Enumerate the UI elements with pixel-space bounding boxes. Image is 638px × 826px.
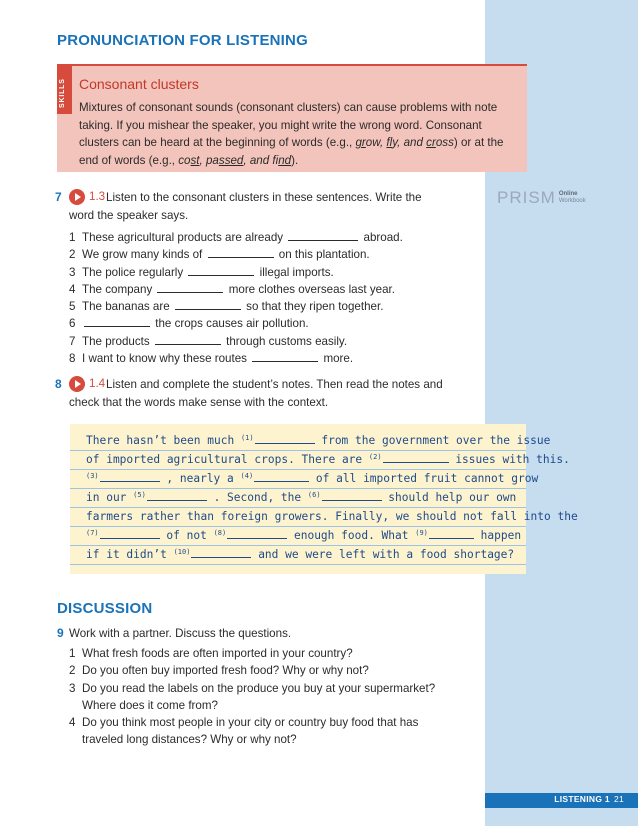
answer-blank[interactable] (208, 247, 274, 258)
prism-online-workbook-logo[interactable]: PRISM Online Workbook (497, 188, 586, 207)
task-9-instruction: Work with a partner. Discuss the questions. (69, 627, 292, 640)
skills-heading: Consonant clusters (79, 76, 199, 92)
list-item: 3 Do you read the labels on the produce you buy at your supermarket? Where does it come from? (69, 681, 436, 712)
answer-blank[interactable] (254, 472, 309, 482)
list-item: 5 The bananas are so that they ripen together. (69, 300, 384, 314)
list-item: 1 These agricultural products are already abroad. (69, 231, 403, 244)
notes-line: in our $^{(5)}$ . Second, the $^{(6)}$ should help our own (86, 491, 517, 504)
list-item: 4 Do you think most people in your city or country buy food that has traveled long distances? Why or why not? (69, 716, 419, 747)
notes-line: There hasn’t been much $^{(1)}$ from the government over the issue (86, 434, 551, 447)
task-7-number: 7 (55, 190, 62, 204)
footer-bar (485, 793, 638, 808)
notes-line: farmers rather than foreign growers. Finally, we should not fall into the (86, 510, 578, 523)
answer-blank[interactable] (191, 548, 251, 558)
page-number: 21 (613, 794, 624, 804)
answer-blank[interactable] (157, 282, 223, 293)
answer-blank[interactable] (100, 472, 160, 482)
discussion-questions (69, 645, 479, 749)
skills-box (57, 64, 527, 172)
task-8-instruction: Listen and complete the student’s notes. Then read the notes and check that the words make sense with the context. (69, 378, 443, 409)
task-8-number: 8 (55, 377, 62, 391)
answer-blank[interactable] (322, 491, 382, 501)
answer-blank[interactable] (147, 491, 207, 501)
notes-line: $^{(3)}$ , nearly a $^{(4)}$ of all imported fruit cannot grow (86, 472, 539, 485)
answer-blank[interactable] (227, 529, 287, 539)
task-7-track: 1.3 (89, 190, 106, 203)
section-heading: PRONUNCIATION FOR LISTENING (57, 32, 308, 49)
answer-blank[interactable] (252, 351, 318, 362)
answer-blank[interactable] (188, 265, 254, 276)
answer-blank[interactable] (100, 529, 160, 539)
notes-line: if it didn’t $^{(10)}$ and we were left with a food shortage? (86, 548, 515, 561)
discussion-heading: DISCUSSION (57, 600, 153, 617)
task-7-list (69, 229, 479, 367)
skills-tab: SKILLS (57, 66, 72, 114)
student-notes (70, 424, 578, 574)
task-7-instruction: Listen to the consonant clusters in these sentences. Write the word the speaker says. (69, 191, 422, 222)
notes-line: of imported agricultural crops. There are $^{(2)}$ issues with this. (86, 453, 570, 466)
skills-body: Mixtures of consonant sounds (consonant clusters) can cause problems with note taking. If you mishear the speaker, you might write the wrong word. Consonant clusters can be heard at the beginning of words (e.g., grow, fly, and cross) or at the end of words (e.g., cost, passed, and find). (79, 101, 504, 167)
notes-line: $^{(7)}$ of not $^{(8)}$ enough food. What $^{(9)}$ happen (86, 529, 522, 542)
list-item: 2 We grow many kinds of on this plantation. (69, 248, 370, 262)
answer-blank[interactable] (288, 230, 358, 241)
answer-blank[interactable] (383, 453, 449, 463)
answer-blank[interactable] (429, 529, 474, 539)
answer-blank[interactable] (255, 434, 315, 444)
task-8-track: 1.4 (89, 377, 106, 390)
list-item: 8 I want to know why these routes more. (69, 352, 354, 366)
list-item: 1 What fresh foods are often imported in your country? (69, 647, 353, 660)
answer-blank[interactable] (84, 316, 150, 327)
task-9-number: 9 (57, 626, 64, 640)
list-item: 3 The police regularly illegal imports. (69, 265, 334, 279)
list-item: 6 the crops causes air pollution. (69, 317, 309, 331)
list-item: 7 The products through customs easily. (69, 334, 348, 348)
footer-label: LISTENING 1 (554, 794, 610, 804)
answer-blank[interactable] (175, 299, 241, 310)
list-item: 4 The company more clothes overseas last year. (69, 282, 395, 296)
list-item: 2 Do you often buy imported fresh food? Why or why not? (69, 664, 369, 678)
answer-blank[interactable] (155, 334, 221, 345)
